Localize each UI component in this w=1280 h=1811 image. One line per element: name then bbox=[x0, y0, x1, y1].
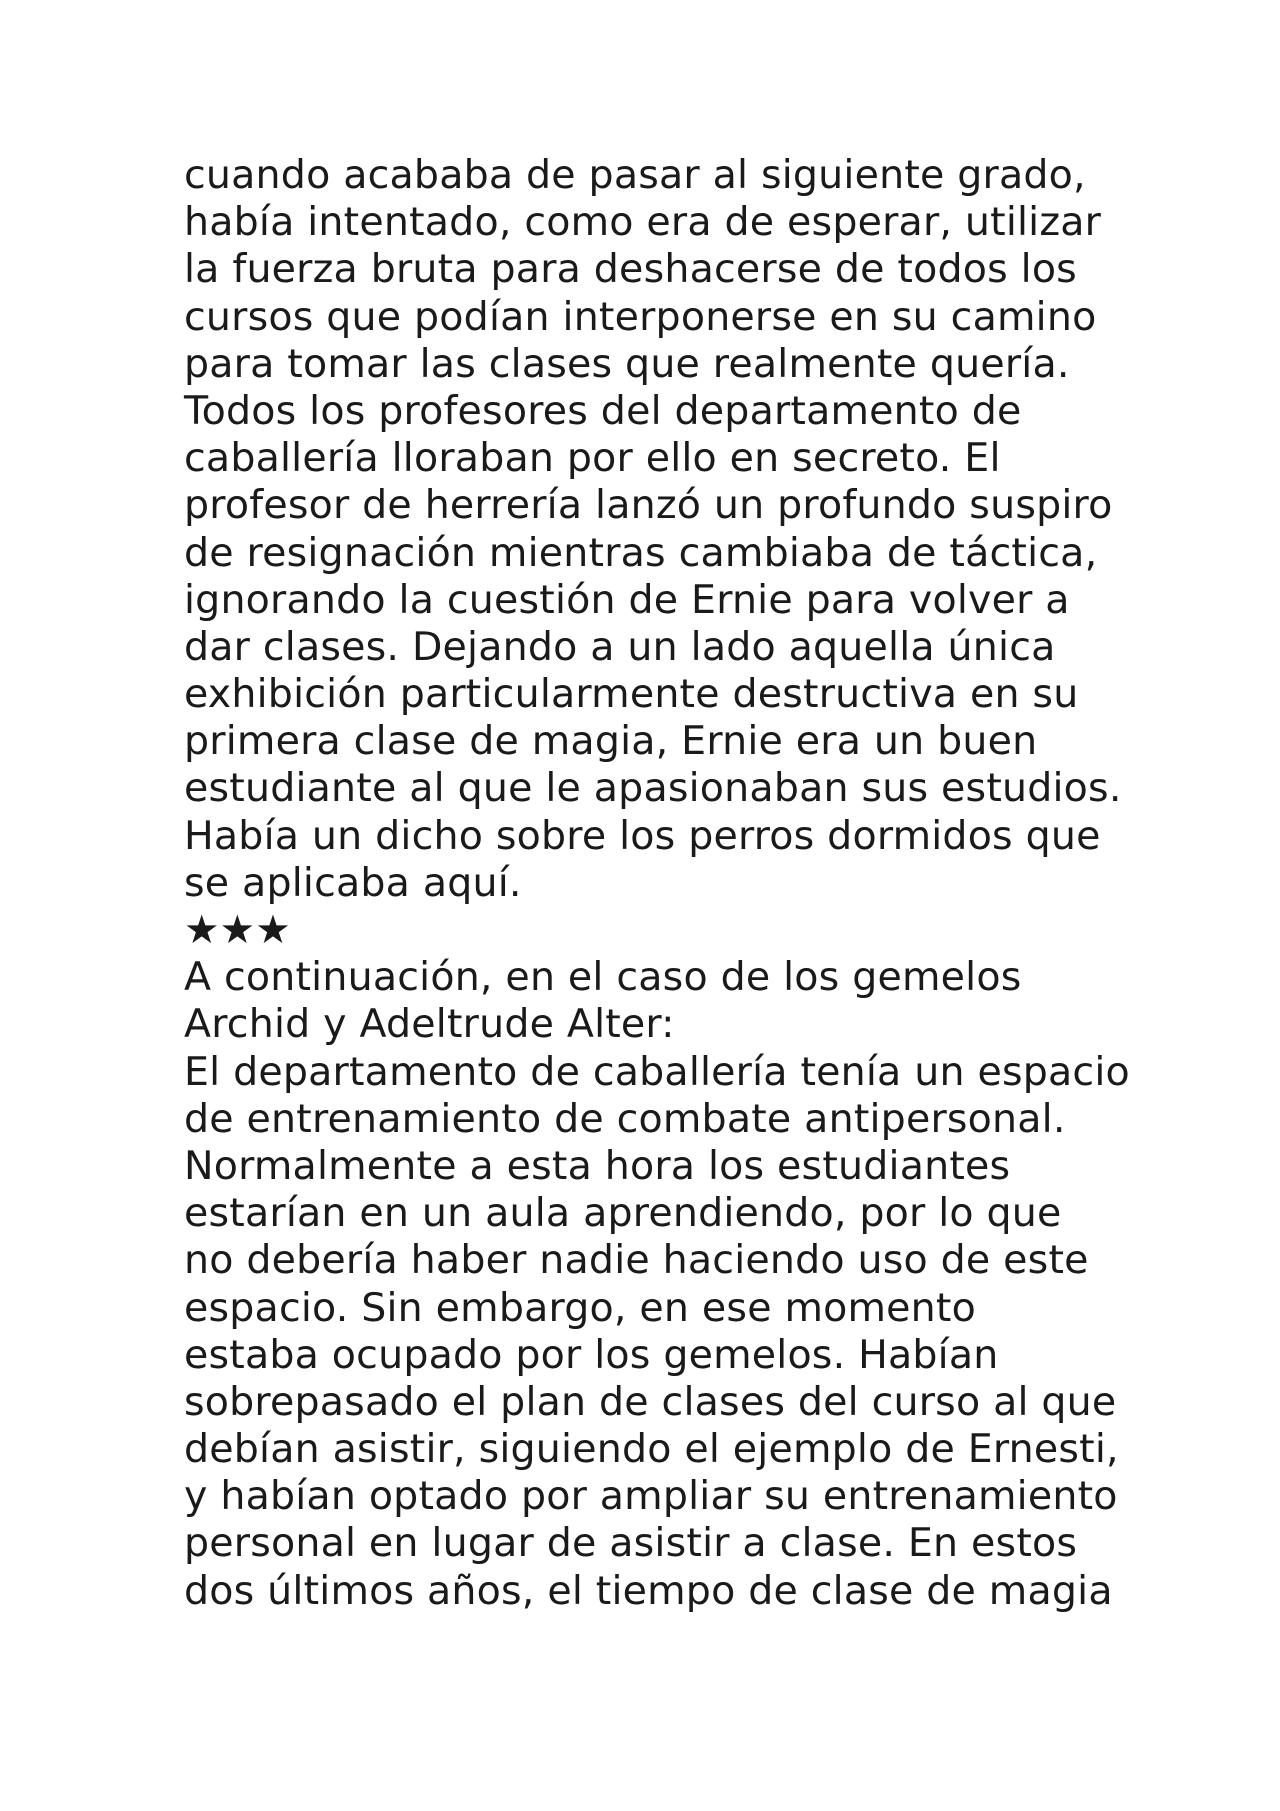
text-line: se aplicaba aquí. bbox=[184, 859, 522, 906]
text-line: había intentado, como era de esperar, utilizar bbox=[184, 199, 1102, 246]
text-line: no debería haber nadie haciendo uso de este bbox=[184, 1237, 1089, 1284]
text-line: de resignación mientras cambiaba de táctica, bbox=[184, 529, 1098, 576]
text-line: A continuación, en el caso de los gemelos bbox=[184, 954, 1022, 1001]
text-line: El departamento de caballería tenía un espacio bbox=[184, 1048, 1130, 1095]
text-line: para tomar las clases que realmente quería. bbox=[184, 340, 1070, 387]
text-line: estudiante al que le apasionaban sus estudios. bbox=[184, 765, 1122, 812]
text-line: estaba ocupado por los gemelos. Habían bbox=[184, 1331, 999, 1378]
text-line: y habían optado por ampliar su entrenamiento bbox=[184, 1473, 1118, 1520]
text-line: Archid y Adeltrude Alter: bbox=[184, 1001, 675, 1048]
body-text bbox=[184, 152, 1184, 1615]
text-line: dos últimos años, el tiempo de clase de magia bbox=[184, 1567, 1113, 1614]
text-line: profesor de herrería lanzó un profundo suspiro bbox=[184, 482, 1113, 529]
text-line: exhibición particularmente destructiva en su bbox=[184, 671, 1079, 718]
text-line: ignorando la cuestión de Ernie para volver a bbox=[184, 576, 1070, 623]
text-line: Normalmente a esta hora los estudiantes bbox=[184, 1142, 1011, 1189]
text-line: cursos que podían interponerse en su camino bbox=[184, 293, 1097, 340]
text-line: estarían en un aula aprendiendo, por lo que bbox=[184, 1190, 1062, 1237]
section-separator: ★★★ bbox=[184, 907, 291, 953]
text-line: dar clases. Dejando a un lado aquella única bbox=[184, 623, 1056, 670]
text-line: personal en lugar de asistir a clase. En estos bbox=[184, 1520, 1078, 1567]
text-line: espacio. Sin embargo, en ese momento bbox=[184, 1284, 976, 1331]
text-line: la fuerza bruta para deshacerse de todos los bbox=[184, 246, 1077, 293]
text-line: Todos los profesores del departamento de bbox=[184, 387, 1022, 434]
text-line: de entrenamiento de combate antipersonal. bbox=[184, 1095, 1066, 1142]
text-line: debían asistir, siguiendo el ejemplo de Ernesti, bbox=[184, 1426, 1119, 1473]
text-line: Había un dicho sobre los perros dormidos que bbox=[184, 812, 1101, 859]
text-line: caballería lloraban por ello en secreto. El bbox=[184, 435, 1001, 482]
text-line: sobrepasado el plan de clases del curso al que bbox=[184, 1378, 1117, 1425]
text-line: primera clase de magia, Ernie era un buen bbox=[184, 718, 1038, 765]
text-line: cuando acababa de pasar al siguiente grado, bbox=[184, 152, 1086, 198]
